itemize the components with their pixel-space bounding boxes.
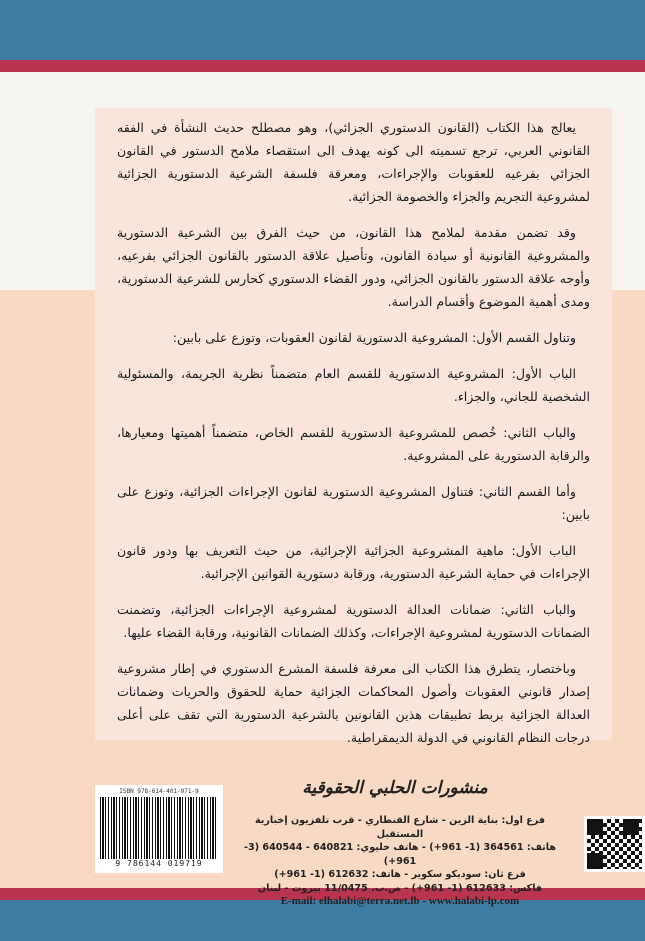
paragraph-part-one-chapter-one: الباب الأول: المشروعية الدستورية للقسم العام متضمناً نظرية الجريمة، والمسئولية الشخصية للجاني، والجزاء. [117, 366, 590, 404]
paragraph-part-two: وأما القسم الثاني: فتناول المشروعية الدستورية لقانون الإجراءات الجزائية، وتوزع على بابين: [117, 484, 590, 522]
description-panel [95, 108, 612, 745]
paragraph-part-one: وتناول القسم الأول: المشروعية الدستورية لقانون العقوبات، وتوزع على بابين: [172, 330, 576, 345]
isbn-text: ISBN 978-614-401-971-9 [119, 788, 199, 795]
publisher-contact-info [240, 814, 560, 909]
paragraph-summary: وباختصار، يتطرق هذا الكتاب الى معرفة فلسفة المشرع الدستوري في إطار مشروعية إصدار قانوني العقوبات وأصول المحاكمات الجزائية حماية للحقوق والحريات وضمانات العدالة الجزائية بربط تطبيقات هذين القانونين بالشرعية الدستورية التي تقف على أعلى درجات النظام القانوني في الدولة الديمقراطية. [117, 661, 590, 745]
fax-po-box: فاكس: 612633 (1- 961+) - ص.ب. 11/0475 بيروت - لبنان [257, 882, 543, 894]
email-website: E-mail: elhalabi@terra.net.lb - www.halabi-lp.com [280, 895, 520, 907]
paragraph-part-two-chapter-two: والباب الثاني: ضمانات العدالة الدستورية لمشروعية الإجراءات الجزائية، وتضمنت الضمانات الدستورية لمشروعية الإجراءات، وكذلك الضمانات القانونية، ورقابة القضاء عليها. [117, 602, 590, 640]
publisher-logo: منشورات الحلبي الحقوقية [302, 778, 488, 798]
branch-two: فرع ثان: سوديكو سكوير - هاتف: 612632 (1- 961+) [274, 869, 526, 880]
isbn-barcode [95, 785, 223, 873]
paragraph-intro: يعالج هذا الكتاب (القانون الدستوري الجزائي)، وهو مصطلح حديث النشأة في الفقه القانوني العربي، ترجع تسميته الى كونه يهدف الى استقصاء ملامح الدستور في القانون الجزائي بفرعيه للعقوبات والإجراءات، ومعرفة فلسفة الشرعية الدستورية الجزائية لمشروعية التجريم والجزاء والخصومة الجزائية. [117, 120, 590, 204]
qr-code-icon [584, 816, 645, 872]
branch-one-address: فرع اول: بناية الزين - شارع القنطاري - قرب تلفزيون إخبارية المستقبل [254, 815, 546, 840]
paragraph-part-one-chapter-two: والباب الثاني: خُصص للمشروعية الدستورية للقسم الخاص، متضمناً أهميتها ومعيارها، والرقابة الدستورية على المشروعية. [117, 425, 590, 463]
top-blue-band [0, 0, 645, 60]
ean-number: 9 786144 019719 [115, 859, 203, 868]
barcode-bars [100, 797, 218, 859]
paragraph-part-two-chapter-one: الباب الأول: ماهية المشروعية الجزائية الإجرائية، من حيث التعريف بها ودور قانون الإجراءات في حماية الشرعية الدستورية، ورقابة دستورية القوانين الإجرائية. [117, 543, 590, 581]
branch-one-phones: هاتف: 364561 (1- 961+) - هاتف خليوي: 640821 - 640544 (3- 961+) [244, 842, 556, 867]
paragraph-introduction: وقد تضمن مقدمة لملامح هذا القانون، من حيث الفرق بين الشرعية الدستورية والمشروعية القانونية أو سيادة القانون، وتأصيل علاقة الدستور بالقانون الجزائي بفرعيه، وأوجه علاقة الدستور بالقانون الجزائي، ودور القضاء الدستوري كحارس للشرعية الدستورية، ومدى أهمية الموضوع وأقسام الدراسة. [117, 225, 590, 309]
top-red-stripe [0, 60, 645, 72]
